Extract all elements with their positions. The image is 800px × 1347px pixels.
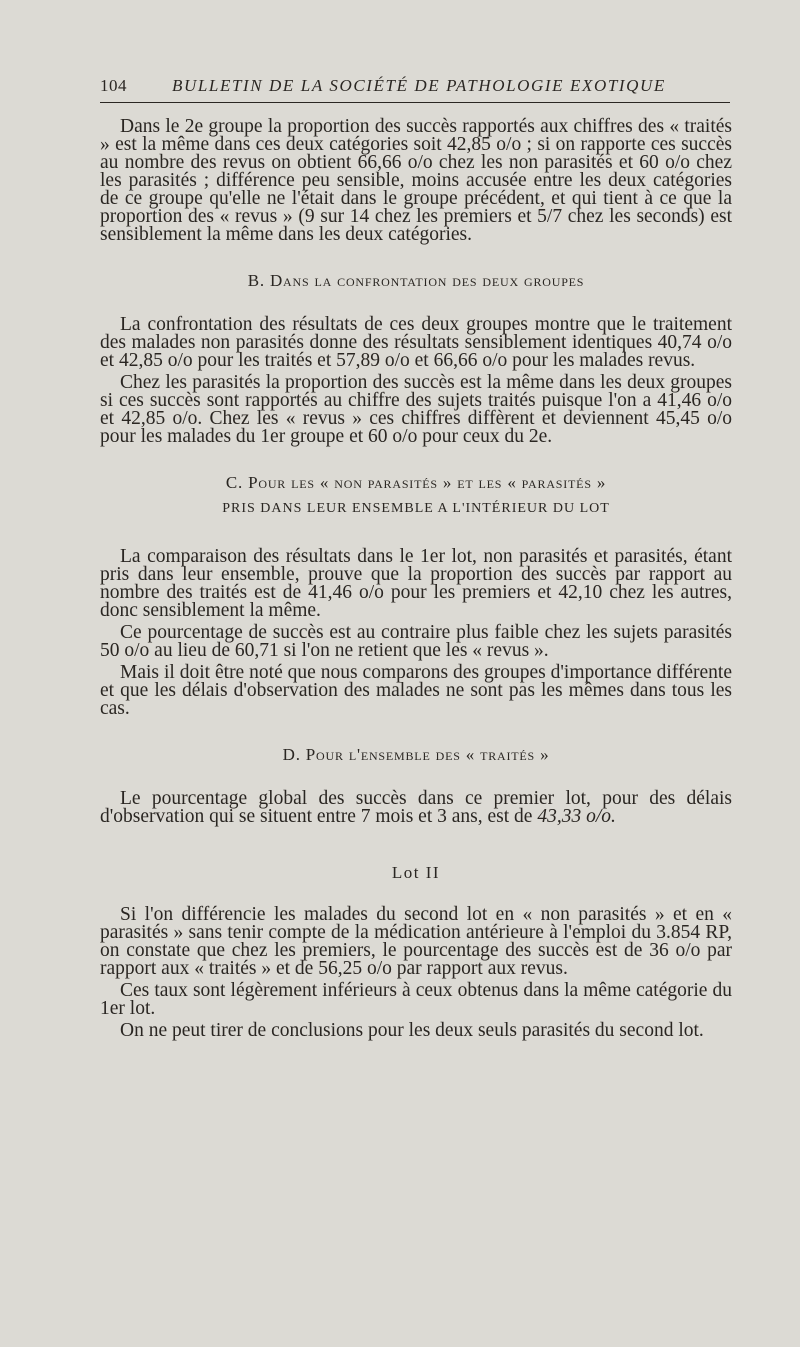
- paragraph-1: Dans le 2e groupe la proportion des succès rapportés aux chiffres des « traités » est la même dans ces deux catégories soit 42,85 o/o ; si on rapporte ces succès au nombre des revus on obtient 66,66 o/o chez les non parasités et 60 o/o chez les parasités ; différence peu sensible, moins accusée entre les deux catégories de ce groupe qu'elle ne l'était dans le groupe précédent, et qui tient à ce que la proportion des « revus » (9 sur 14 chez les premiers et 5/7 chez les seconds) est sensiblement la même dans les deux catégories.: [100, 116, 732, 245]
- running-title: BULLETIN DE LA SOCIÉTÉ DE PATHOLOGIE EXOTIQUE: [172, 76, 666, 95]
- section-heading-lot-2: Lot II: [391, 863, 441, 882]
- paragraph-8: Si l'on différencie les malades du second lot en « non parasités » et en « parasités » sans tenir compte de la médication antérieure à l'emploi du 3.854 RP, on constate que chez les premiers, le pourcentage des succès est de 36 o/o par rapport aux « traités » et de 56,25 o/o par rapport aux revus.: [100, 904, 732, 979]
- article-body: [100, 118, 732, 1044]
- page-header: [100, 76, 730, 103]
- paragraph-3: Chez les parasités la proportion des succès est la même dans les deux groupes si ces succès sont rapportés au chiffre des sujets traités puisque l'on a 41,46 o/o et 42,85 o/o. Chez les « revus » ces chiffres diffèrent et deviennent 45,45 o/o pour les malades du 1er groupe et 60 o/o pour ceux du 2e.: [100, 372, 732, 447]
- global-percentage: 43,33 o/o.: [537, 806, 616, 827]
- section-heading-b: B. Dans la confrontation des deux groupes: [247, 271, 585, 290]
- paragraph-2: La confrontation des résultats de ces deux groupes montre que le traitement des malades non parasités donne des résultats sensiblement identiques 40,74 o/o et 42,85 o/o pour les traités et 57,89 o/o et 66,66 o/o pour les malades revus.: [100, 314, 732, 371]
- section-heading-d: D. Pour l'ensemble des « traités »: [282, 745, 550, 764]
- paragraph-5: Ce pourcentage de succès est au contraire plus faible chez les sujets parasités 50 o/o au lieu de 60,71 si l'on ne retient que les « revus ».: [100, 622, 732, 661]
- section-heading-c: [100, 470, 732, 522]
- page-number: 104: [100, 76, 127, 95]
- paragraph-6: Mais il doit être noté que nous comparons des groupes d'importance différente et que les délais d'observation des malades ne sont pas les mêmes dans tous les cas.: [100, 662, 732, 719]
- section-heading-c-line2: PRIS DANS LEUR ENSEMBLE A L'INTÉRIEUR DU LOT: [222, 501, 610, 516]
- paragraph-10: On ne peut tirer de conclusions pour les deux seuls parasités du second lot.: [120, 1020, 704, 1041]
- paragraph-4: La comparaison des résultats dans le 1er lot, non parasités et parasités, étant pris dans leur ensemble, prouve que la proportion des succès par rapport au nombre des traités est de 41,46 o/o pour les premiers et 42,10 chez les autres, donc sensiblement la même.: [100, 546, 732, 621]
- paragraph-7-text: Le pourcentage global des succès dans ce premier lot, pour des délais d'observation qui se situent entre 7 mois et 3 ans, est de: [100, 788, 732, 827]
- paragraph-7: [100, 790, 732, 826]
- paragraph-9: Ces taux sont légèrement inférieurs à ceux obtenus dans la même catégorie du 1er lot.: [100, 980, 732, 1019]
- section-heading-c-line1: C. Pour les « non parasités » et les « parasités »: [225, 473, 607, 492]
